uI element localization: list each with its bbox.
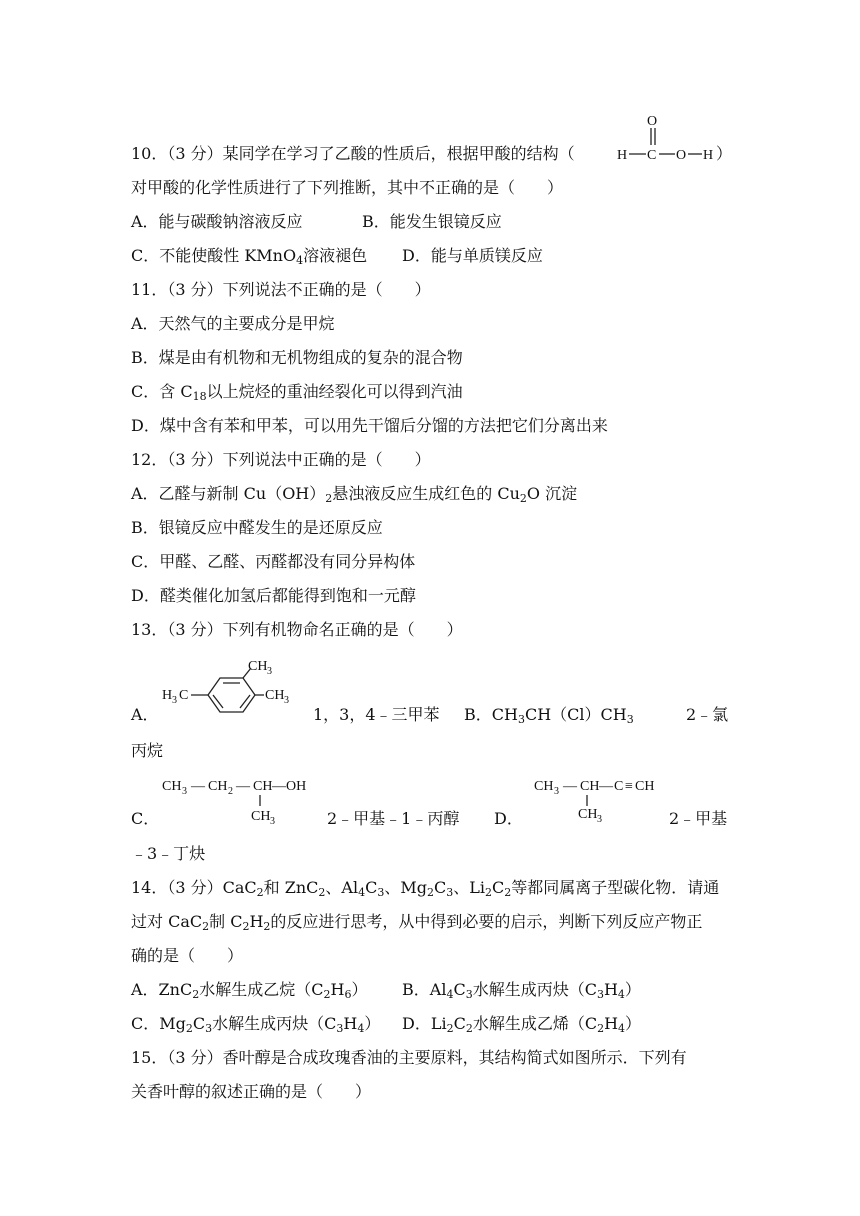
q10-option-c[interactable]: C．不能使酸性 KMnO$_4$溶液褪色 <box>131 246 368 267</box>
trimethylbenzene-structure <box>160 650 310 730</box>
c-oh: OH <box>286 779 307 794</box>
c-ch3-branch-sub: 3 <box>270 816 275 827</box>
c-ch3: CH <box>162 779 182 794</box>
q13-option-b-name-cont: 丙烷 <box>131 741 164 760</box>
d-c: C <box>614 779 624 794</box>
h3c-c: C <box>179 688 189 703</box>
c-ch3-sub: 3 <box>182 786 187 797</box>
q13-option-a-name: 1，3，4﹣三甲苯 <box>313 705 440 724</box>
formula-h-right: H <box>703 148 714 163</box>
q12-option-d[interactable]: D．醛类催化加氢后都能得到饱和一元醇 <box>131 586 416 605</box>
q10-option-d[interactable]: D．能与单质镁反应 <box>402 246 543 265</box>
q12-option-b[interactable]: B．银镜反应中醛发生的是还原反应 <box>131 518 383 537</box>
ch3-right-sub: 3 <box>284 695 289 706</box>
q11-option-a[interactable]: A．天然气的主要成分是甲烷 <box>131 314 335 333</box>
d-ch3-branch-sub: 3 <box>597 814 602 825</box>
c-ch: CH <box>253 779 273 794</box>
ch3-right: CH <box>265 688 285 703</box>
formula-o-mid: O <box>676 148 687 163</box>
h3c-h: H <box>162 688 173 703</box>
q14-stem-line3: 确的是（ ） <box>131 946 244 965</box>
q14-stem-line2: 过对 CaC$_2$制 $C_2H_2$的反应进行思考，从中得到必要的启示，判断下列反应产物正 <box>131 912 703 933</box>
q14-stem-line1: 14．（3 分）CaC$_2$和 ZnC$_2$、$Al_4C_3$、$Mg_2C_3$、$Li_2C_2$等都同属离子型碳化物．请通 <box>131 878 720 899</box>
q14-option-b[interactable]: B．$Al_4C_3$水解生成丙炔$(C_3H_4)$ <box>402 980 641 1001</box>
q10-stem-close: ） <box>716 144 733 163</box>
c-ch2-sub: 2 <box>228 786 233 797</box>
c-dash1: — <box>191 779 205 794</box>
d-ch: CH <box>580 779 600 794</box>
d-triple: ≡ <box>625 779 633 794</box>
formula-h-left: H <box>617 148 628 163</box>
d-ch3: CH <box>534 779 554 794</box>
q10-option-b[interactable]: B．能发生银镜反应 <box>362 212 502 231</box>
q13-option-d-name: 2﹣甲基 <box>669 809 728 828</box>
q11-option-c[interactable]: C．含 $C_{18}$以上烷烃的重油经裂化可以得到汽油 <box>131 382 463 403</box>
q10-stem-line1: 10．（3 分）某同学在学习了乙酸的性质后，根据甲酸的结构（ <box>131 144 575 163</box>
q12-stem: 12．（3 分）下列说法中正确的是（ ） <box>131 450 431 469</box>
q10-stem-line2: 对甲酸的化学性质进行了下列推断，其中不正确的是（ ） <box>131 178 564 197</box>
d-ch3-branch: CH <box>578 807 598 822</box>
d-ch3-sub: 3 <box>554 786 559 797</box>
c-ch3-branch: CH <box>251 809 271 824</box>
q11-option-d[interactable]: D．煤中含有苯和甲苯，可以用先干馏后分馏的方法把它们分离出来 <box>131 416 608 435</box>
q13-option-d-name-cont: ﹣3﹣丁炔 <box>131 844 206 863</box>
q12-option-c[interactable]: C．甲醛、乙醛、丙醛都没有同分异构体 <box>131 552 416 571</box>
h3c-sub: 3 <box>172 695 177 706</box>
q15-stem-line1: 15．（3 分）香叶醇是合成玫瑰香油的主要原料，其结构简式如图所示．下列有 <box>131 1048 687 1067</box>
c-dash3: — <box>272 779 286 794</box>
d-dash2: — <box>599 779 613 794</box>
formula-o-top: O <box>647 114 658 129</box>
q11-stem: 11．（3 分）下列说法不正确的是（ ） <box>131 280 431 299</box>
ch3-top: CH <box>248 659 268 674</box>
q12-option-a[interactable]: A．乙醛与新制 $Cu(OH)_2$悬浊液反应生成红色的 $Cu_2O$ 沉淀 <box>131 484 578 505</box>
q14-option-c[interactable]: C．$Mg_2C_3$水解生成丙炔$(C_3H_4)$ <box>131 1014 381 1035</box>
formic-acid-structure <box>612 108 722 168</box>
q13-option-a-label[interactable]: A． <box>131 705 159 724</box>
d-dash1: — <box>563 779 577 794</box>
q15-stem-line2: 关香叶醇的叙述正确的是（ ） <box>131 1082 372 1101</box>
q13-stem: 13．（3 分）下列有机物命名正确的是（ ） <box>131 620 463 639</box>
q14-option-a[interactable]: A．ZnC$_2$水解生成乙烷$(C_2H_6)$ <box>131 980 368 1001</box>
q13-option-b[interactable]: B．$CH_3CH(Cl)CH_3$ <box>464 705 634 726</box>
c-ch2: CH <box>208 779 228 794</box>
q13-option-d-label[interactable]: D． <box>494 809 523 828</box>
d-ch-end: CH <box>635 779 655 794</box>
q14-option-d[interactable]: D．$Li_2C_2$水解生成乙烯$(C_2H_4)$ <box>402 1014 642 1035</box>
q13-option-c-name: 2﹣甲基﹣1﹣丙醇 <box>327 809 460 828</box>
q13-option-b-name: 2﹣氯 <box>686 705 729 724</box>
q13-option-c-label[interactable]: C． <box>131 809 160 828</box>
ch3-top-sub: 3 <box>267 666 272 677</box>
methylpropanol-structure <box>160 772 320 827</box>
formula-c: C <box>647 148 657 163</box>
q10-option-a[interactable]: A．能与碳酸钠溶液反应 <box>131 212 303 231</box>
q11-option-b[interactable]: B．煤是由有机物和无机物组成的复杂的混合物 <box>131 348 463 367</box>
c-dash2: — <box>236 779 250 794</box>
methylbutyne-structure <box>532 772 662 827</box>
